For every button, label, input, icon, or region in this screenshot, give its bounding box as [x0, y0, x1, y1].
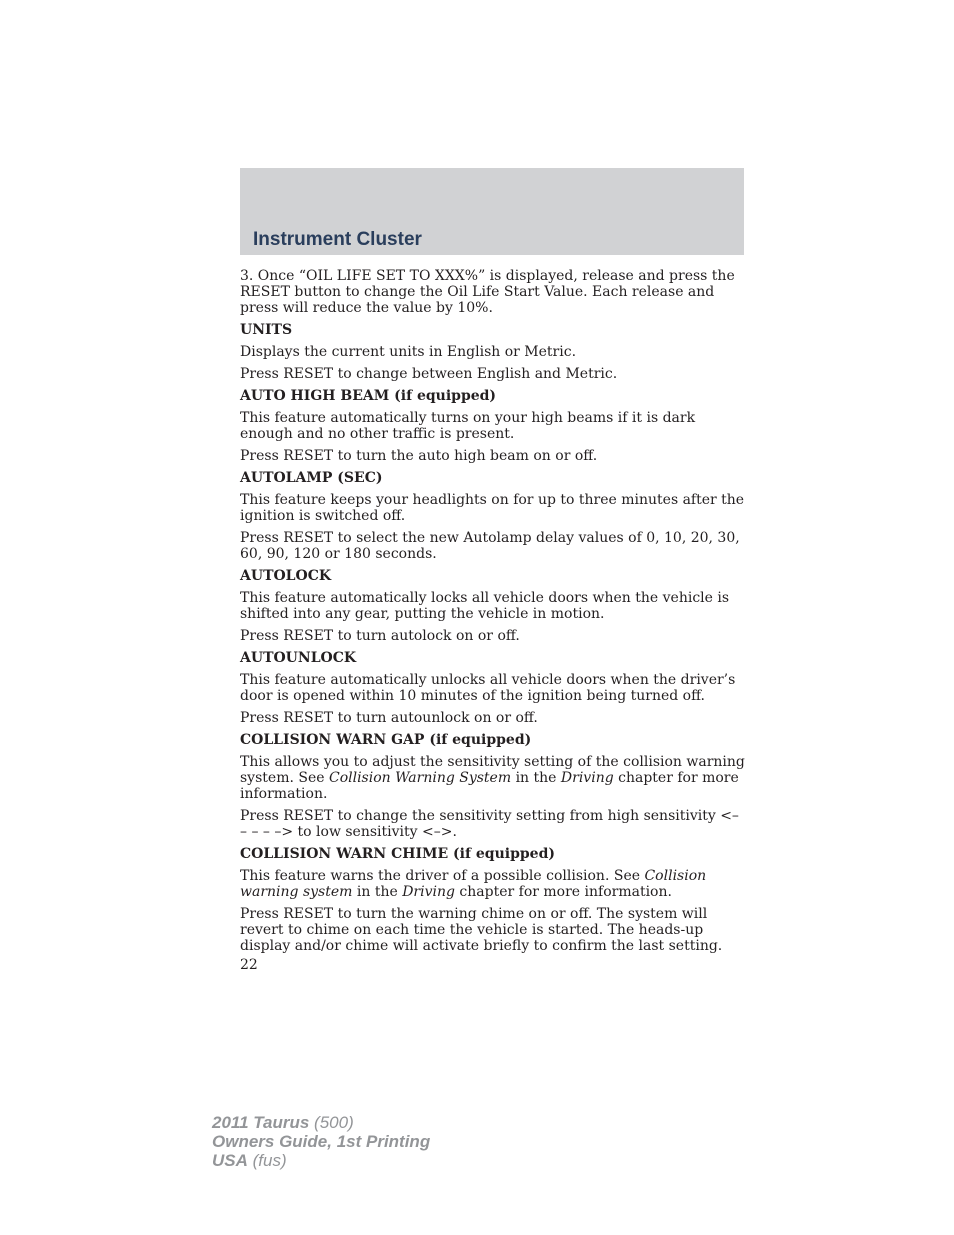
autolamp-heading: AUTOLAMP (SEC): [240, 470, 383, 486]
footer-model: 2011 Taurus: [212, 1113, 310, 1132]
intro-paragraph: 3. Once “OIL LIFE SET TO XXX%” is displayed, release and press the RESET button to change the Oil Life Start Value. Each release and press will reduce the value by 10%.: [240, 268, 735, 316]
page-number: 22: [240, 957, 258, 973]
footer-market: USA: [212, 1151, 248, 1170]
collision-gap-text-a: This allows you to adjust the sensitivity setting of the collision warning system. See: [240, 754, 745, 786]
footer-market-code: (fus): [247, 1151, 287, 1170]
collision-chime-text-b: in the: [352, 884, 403, 900]
units-heading: UNITS: [240, 322, 293, 338]
autolamp-description: This feature keeps your headlights on for up to three minutes after the ignition is switched off.: [240, 492, 745, 524]
section-header-band: [240, 168, 744, 255]
auto-high-beam-instruction: Press RESET to turn the auto high beam on or off.: [240, 448, 598, 464]
collision-gap-instruction: Press RESET to change the sensitivity setting from high sensitivity <– – – – –> to low sensitivity <–>.: [240, 808, 739, 840]
units-instruction: Press RESET to change between English and Metric.: [240, 366, 618, 382]
autounlock-heading: AUTOUNLOCK: [240, 650, 357, 666]
collision-chime-instruction: Press RESET to turn the warning chime on or off. The system will revert to chime on each time the vehicle is started. The heads-up display and/or chime will activate briefly to confirm the last setting.: [240, 906, 723, 954]
auto-high-beam-description: This feature automatically turns on your high beams if it is dark enough and no other traffic is present.: [240, 410, 696, 442]
auto-high-beam-heading: AUTO HIGH BEAM (if equipped): [240, 388, 497, 404]
footer-line-market: [212, 1151, 430, 1170]
autolock-instruction: Press RESET to turn autolock on or off.: [240, 628, 520, 644]
driving-chapter-reference-2: Driving: [402, 884, 455, 900]
autounlock-instruction: Press RESET to turn autounlock on or off.: [240, 710, 538, 726]
autolamp-instruction: Press RESET to select the new Autolamp delay values of 0, 10, 20, 30, 60, 90, 120 or 180 seconds.: [240, 530, 740, 562]
collision-gap-text-b: in the: [511, 770, 561, 786]
footer-model-code: (500): [309, 1113, 354, 1132]
footer-line-model: [212, 1113, 430, 1132]
collision-warning-system-reference: Collision Warning System: [328, 770, 512, 786]
collision-chime-text-c: chapter for more information.: [454, 884, 672, 900]
collision-gap-heading: COLLISION WARN GAP (if equipped): [240, 732, 532, 748]
collision-chime-description: [240, 868, 746, 900]
page-content: [240, 268, 746, 973]
section-title: Instrument Cluster: [253, 229, 422, 250]
autolock-description: This feature automatically locks all vehicle doors when the vehicle is shifted into any gear, putting the vehicle in motion.: [240, 590, 730, 622]
collision-gap-description: [240, 754, 746, 802]
footer-line-guide: Owners Guide, 1st Printing: [212, 1132, 431, 1151]
collision-warning-system-reference-2: Collision warning system: [240, 868, 707, 900]
autolock-heading: AUTOLOCK: [240, 568, 332, 584]
units-description: Displays the current units in English or Metric.: [240, 344, 577, 360]
driving-chapter-reference: Driving: [560, 770, 614, 786]
document-footer: [212, 1113, 430, 1170]
collision-chime-heading: COLLISION WARN CHIME (if equipped): [240, 846, 555, 862]
autounlock-description: This feature automatically unlocks all vehicle doors when the driver’s door is opened within 10 minutes of the ignition being turned off.: [240, 672, 736, 704]
collision-chime-text-a: This feature warns the driver of a possible collision. See: [240, 868, 645, 884]
collision-gap-text-c: chapter for more information.: [240, 770, 739, 802]
